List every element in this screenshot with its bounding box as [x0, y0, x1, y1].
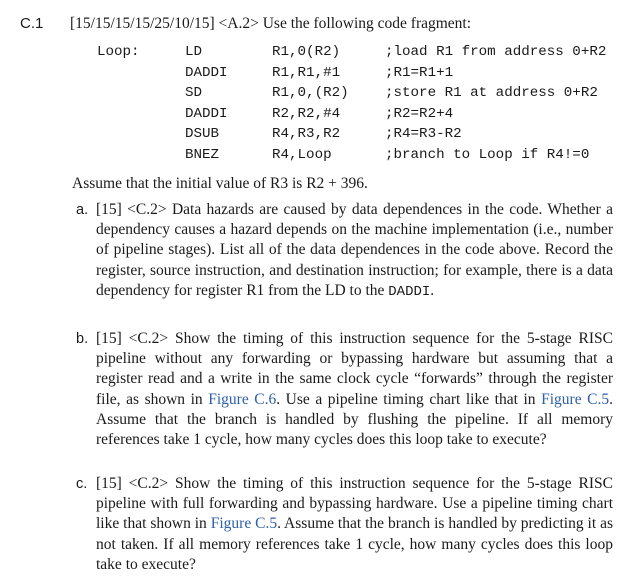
code-opcode: SD	[185, 85, 203, 101]
code-opcode: DSUB	[185, 126, 220, 142]
part-a-text-2: .	[430, 281, 435, 299]
part-b-marker: b.	[76, 331, 89, 347]
code-operands: R1,R1,#1	[272, 64, 341, 81]
code-operands: R4,R3,R2	[272, 126, 341, 142]
code-opcode: BNEZ	[185, 146, 220, 163]
code-opcode: DADDI	[185, 105, 228, 122]
code-comment: ;R1=R1+1	[385, 64, 454, 81]
code-label: Loop:	[97, 44, 140, 60]
exercise-header	[20, 14, 471, 34]
figure-c5-link[interactable]: Figure C.5	[541, 390, 610, 408]
code-comment: ;branch to Loop if R4!=0	[385, 146, 590, 163]
figure-c5-link[interactable]: Figure C.5	[210, 515, 278, 533]
part-c-marker: c.	[76, 476, 88, 492]
part-c-text-1: [15] <C.2> Show the timing of this instruction sequence for the 5-stage RISC pipeline with full forwarding and bypassing hardware. Use a pipeline timing chart like that shown in	[96, 475, 613, 533]
part-a-text-1: [15] <C.2> Data hazards are caused by data dependences in the code. Whether a dependency causes a hazard depends on the machine implementation (i.e., number of pipeline stages). List all of the data dependences in the code above. Record the register, source instruction, and destination instruction; for example, there is a data dependency for register R1 from the LD to the	[96, 201, 613, 299]
part-c-text-2: . Assume that the branch is handled by predicting it as not taken. If all memory references take 1 cycle, how many cycles does this loop take to execute?	[96, 515, 613, 573]
part-a-marker: a.	[76, 202, 89, 218]
code-operands: R2,R2,#4	[272, 105, 341, 122]
part-c-text	[96, 474, 613, 575]
code-comment: ;R2=R2+4	[385, 105, 454, 122]
part-a-text	[96, 200, 613, 302]
exercise-number: C.1	[20, 15, 44, 32]
exercise-heading: [15/15/15/15/25/10/15] <A.2> Use the following code fragment:	[70, 15, 472, 32]
initial-value-assumption: Assume that the initial value of R3 is R2 + 396.	[72, 175, 368, 192]
code-comment: ;store R1 at address 0+R2	[385, 85, 598, 101]
figure-c6-link[interactable]: Figure C.6	[208, 390, 277, 408]
part-b-text-3: . Assume that the branch is handled by flushing the pipeline. If all memory references take 1 cycle, how many cycles does this loop take to execute?	[96, 390, 613, 449]
code-comment: ;R4=R3-R2	[385, 126, 462, 142]
code-operands: R1,0,(R2)	[272, 85, 349, 101]
part-b-text-2: . Use a pipeline timing chart like that in	[276, 390, 542, 408]
part-a-code-ref: DADDI	[388, 283, 431, 300]
code-operands: R4,Loop	[272, 146, 332, 163]
part-b-text	[96, 329, 613, 450]
code-opcode: DADDI	[185, 64, 228, 81]
code-opcode: LD	[185, 44, 203, 60]
code-operands: R1,0(R2)	[272, 44, 341, 60]
code-comment: ;load R1 from address 0+R2	[385, 44, 607, 60]
part-b-text-1: [15] <C.2> Show the timing of this instruction sequence for the 5-stage RISC pipeline without any forwarding or bypassing hardware but assuming that a register read and a write in the same clock cycle “forwards” through the register file, as shown in	[96, 330, 613, 408]
